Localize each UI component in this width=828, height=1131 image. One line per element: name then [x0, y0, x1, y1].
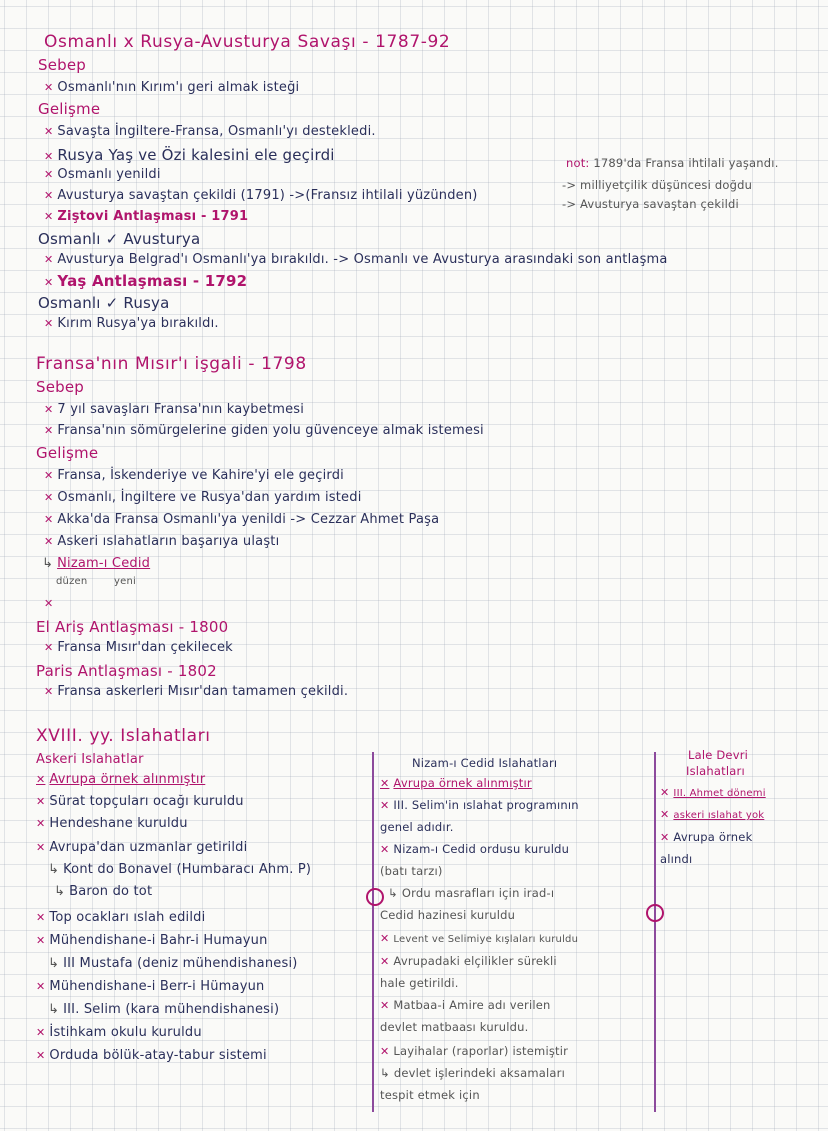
col3-heading-a: Lale Devri	[688, 748, 749, 762]
star-bullet-icon: ✕	[44, 189, 54, 202]
nizam-word-b: yeni	[114, 576, 136, 587]
section1-sebep-heading: Sebep	[38, 56, 87, 74]
hook-arrow-icon: ↳	[380, 1066, 390, 1080]
star-bullet-icon: ✕	[44, 491, 54, 504]
star-bullet-icon: ✕	[44, 81, 54, 94]
note	[566, 156, 779, 170]
star-bullet-icon: ✕	[44, 210, 54, 223]
item-text: Orduda bölük-atay-tabur sistemi	[49, 1048, 267, 1063]
list-item	[380, 1044, 568, 1058]
item-text: Rusya Yaş ve Özi kalesini ele geçirdi	[57, 146, 335, 164]
list-subitem	[48, 1002, 279, 1017]
note-item: -> milliyetçilik düşüncesi doğdu	[562, 178, 753, 192]
item-text: Akka'da Fransa Osmanlı'ya yenildi -> Cezzar Ahmet Paşa	[57, 512, 440, 527]
item-text: Kont do Bonavel (Humbaracı Ahm. P)	[63, 862, 312, 877]
star-bullet-icon: ✕	[44, 168, 54, 181]
list-item	[44, 146, 335, 164]
star-bullet-icon: ✕	[36, 911, 46, 924]
osmanli-avusturya-heading: Osmanlı ✓ Avusturya	[38, 230, 201, 248]
section1-title: Osmanlı x Rusya-Avusturya Savaşı - 1787-92	[44, 32, 451, 52]
star-bullet-icon: ✕	[44, 641, 54, 654]
star-bullet-icon: ✕	[36, 841, 46, 854]
list-item	[44, 272, 247, 290]
star-bullet-icon: ✕	[36, 773, 46, 786]
paris-heading: Paris Antlaşması - 1802	[36, 662, 217, 680]
hook-arrow-icon: ↳	[48, 956, 60, 971]
star-bullet-icon: ✕	[44, 253, 54, 266]
star-bullet-icon: ✕	[44, 535, 54, 548]
list-item	[36, 816, 188, 831]
list-subitem	[48, 862, 311, 877]
item-text: Mühendishane-i Bahr-i Humayun	[49, 933, 268, 948]
item-text: Avusturya savaştan çekildi (1791) ->(Fransız ihtilali yüzünden)	[57, 188, 478, 203]
star-bullet-icon: ✕	[36, 934, 46, 947]
item-text: III. Selim (kara mühendishanesi)	[63, 1002, 280, 1017]
star-bullet-icon: ✕	[380, 932, 390, 945]
star-bullet-icon: ✕	[380, 843, 390, 856]
list-item	[380, 932, 578, 945]
star-bullet-icon: ✕	[36, 795, 46, 808]
list-item-cont: genel adıdır.	[380, 820, 454, 834]
column-divider	[372, 752, 374, 1112]
list-item	[44, 468, 344, 483]
star-bullet-icon: ✕	[36, 1026, 46, 1039]
star-bullet-icon: ✕	[380, 955, 390, 968]
item-text: Nizam-ı Cedid ordusu kuruldu	[393, 842, 570, 856]
item-text: Hendeshane kuruldu	[49, 816, 188, 831]
note-label: not:	[566, 156, 590, 170]
section2-title: Fransa'nın Mısır'ı işgali - 1798	[36, 354, 307, 374]
list-item	[44, 167, 161, 182]
star-bullet-icon: ✕	[44, 597, 54, 610]
star-bullet-icon: ✕	[660, 808, 670, 821]
list-item	[660, 830, 752, 844]
item-text: Avusturya Belgrad'ı Osmanlı'ya bırakıldı. -> Osmanlı ve Avusturya arasındaki son antlaşma	[57, 252, 668, 267]
item-text: Layihalar (raporlar) istemiştir	[393, 1044, 569, 1058]
star-bullet-icon: ✕	[380, 777, 390, 790]
item-text: Fransa askerleri Mısır'dan tamamen çekildi.	[57, 684, 349, 699]
star-bullet-icon: ✕	[44, 317, 54, 330]
list-item	[44, 124, 376, 139]
star-bullet-icon: ✕	[36, 1049, 46, 1062]
list-item	[44, 640, 233, 655]
item-text: Top ocakları ıslah edildi	[49, 910, 206, 925]
star-bullet-icon: ✕	[44, 424, 54, 437]
item-text: Levent ve Selimiye kışlaları kuruldu	[393, 934, 579, 945]
col3-heading-b: Islahatları	[686, 764, 745, 778]
item-text: Ordu masrafları için irad-ı	[401, 886, 555, 900]
hook-arrow-icon: ↳	[48, 1002, 60, 1017]
list-item	[44, 252, 668, 267]
star-bullet-icon: ✕	[44, 403, 54, 416]
hook-arrow-icon: ↳	[42, 556, 54, 571]
star-bullet-icon: ✕	[660, 831, 670, 844]
item-text: Fransa Mısır'dan çekilecek	[57, 640, 233, 655]
list-item	[44, 490, 362, 505]
list-item-cont: Cedid hazinesi kuruldu	[380, 908, 516, 922]
list-item	[44, 423, 484, 438]
nizam-term	[42, 556, 150, 571]
item-text: Kırım Rusya'ya bırakıldı.	[57, 316, 219, 331]
list-item	[36, 1025, 202, 1040]
item-text: Avrupa örnek	[673, 830, 753, 844]
item-text: askeri ıslahat yok	[673, 810, 765, 821]
item-text: devlet işlerindeki aksamaları	[393, 1066, 565, 1080]
item-text: Askeri ıslahatların başarıya ulaştı	[57, 534, 280, 549]
item-text: Fransa, İskenderiye ve Kahire'yi ele geçirdi	[57, 468, 344, 483]
note-item: -> Avusturya savaştan çekildi	[562, 197, 739, 211]
list-item	[44, 534, 279, 549]
item-text: Matbaa-i Amire adı verilen	[393, 998, 551, 1012]
list-item	[660, 808, 764, 821]
item-text: Mühendishane-i Berr-i Hümayun	[49, 979, 265, 994]
list-item-cont: tespit etmek için	[380, 1088, 480, 1102]
star-bullet-icon: ✕	[36, 817, 46, 830]
list-item	[36, 794, 244, 809]
list-item	[44, 188, 478, 203]
star-bullet-icon: ✕	[44, 469, 54, 482]
el-aris-heading: El Ariş Antlaşması - 1800	[36, 618, 229, 636]
list-item	[380, 776, 532, 790]
list-item	[44, 512, 439, 527]
hook-arrow-icon: ↳	[48, 862, 60, 877]
item-text: Ziştovi Antlaşması - 1791	[57, 209, 249, 224]
section2-sebep-heading: Sebep	[36, 378, 85, 396]
item-text: İstihkam okulu kuruldu	[49, 1025, 202, 1040]
col2-heading: Nizam-ı Cedid Islahatları	[412, 756, 558, 770]
osmanli-rusya-heading: Osmanlı ✓ Rusya	[38, 294, 170, 312]
list-item	[36, 772, 205, 787]
col1-heading: Askeri Islahatlar	[36, 752, 144, 767]
hook-arrow-icon: ↳	[54, 884, 66, 899]
list-item-cont: hale getirildi.	[380, 976, 459, 990]
item-text: III. Selim'in ıslahat programının	[393, 798, 579, 812]
list-subitem	[48, 956, 298, 971]
star-bullet-icon: ✕	[380, 1045, 390, 1058]
item-text: Sürat topçuları ocağı kuruldu	[49, 794, 244, 809]
star-bullet-icon: ✕	[44, 685, 54, 698]
list-item	[380, 998, 551, 1012]
item-text: III Mustafa (deniz mühendishanesi)	[63, 956, 298, 971]
item-text: Baron do tot	[69, 884, 153, 899]
section1-gelisme-heading: Gelişme	[38, 100, 101, 118]
list-item-cont: devlet matbaası kuruldu.	[380, 1020, 529, 1034]
circle-marker-icon	[646, 904, 664, 922]
list-subitem	[380, 1066, 565, 1080]
list-item	[36, 933, 268, 948]
item-text: Avrupadaki elçilikler sürekli	[393, 954, 557, 968]
empty-bullet	[44, 596, 57, 611]
item-text: Fransa'nın sömürgelerine giden yolu güvenceye almak istemesi	[57, 423, 484, 438]
list-item	[660, 786, 766, 799]
star-bullet-icon: ✕	[44, 276, 54, 289]
list-item	[44, 209, 248, 224]
list-item	[44, 402, 304, 417]
item-text: Avrupa örnek alınmıştır	[393, 776, 532, 790]
nizam-word-a: düzen	[56, 576, 88, 587]
note-text: 1789'da Fransa ihtilali yaşandı.	[593, 156, 779, 170]
hook-arrow-icon: ↳	[388, 886, 398, 900]
item-text: Avrupa örnek alınmıştır	[49, 772, 206, 787]
item-text: Osmanlı, İngiltere ve Rusya'dan yardım istedi	[57, 490, 362, 505]
item-text: Osmanlı'nın Kırım'ı geri almak isteği	[57, 80, 300, 95]
list-item	[44, 316, 219, 331]
column-divider	[654, 752, 656, 1112]
list-item	[36, 910, 205, 925]
list-subitem	[54, 884, 152, 899]
list-item	[36, 979, 264, 994]
star-bullet-icon: ✕	[44, 150, 54, 163]
list-item-cont: (batı tarzı)	[380, 864, 443, 878]
item-text: 7 yıl savaşları Fransa'nın kaybetmesi	[57, 402, 305, 417]
list-item-cont: alındı	[660, 852, 693, 866]
list-item	[44, 80, 299, 95]
list-item	[44, 684, 348, 699]
item-text: III. Ahmet dönemi	[673, 788, 766, 799]
star-bullet-icon: ✕	[660, 786, 670, 799]
item-text: Savaşta İngiltere-Fransa, Osmanlı'yı destekledi.	[57, 124, 376, 139]
section3-title: XVIII. yy. Islahatları	[36, 726, 211, 746]
star-bullet-icon: ✕	[44, 125, 54, 138]
list-item	[36, 840, 247, 855]
section2-gelisme-heading: Gelişme	[36, 444, 99, 462]
item-text: Yaş Antlaşması - 1792	[57, 272, 248, 290]
star-bullet-icon: ✕	[36, 980, 46, 993]
list-item	[380, 842, 569, 856]
circle-marker-icon	[366, 888, 384, 906]
star-bullet-icon: ✕	[44, 513, 54, 526]
item-text: Osmanlı yenildi	[57, 167, 161, 182]
list-item	[380, 798, 579, 812]
list-item	[380, 954, 557, 968]
list-item	[36, 1048, 267, 1063]
nizam-text: Nizam-ı Cedid	[57, 556, 151, 571]
star-bullet-icon: ✕	[380, 799, 390, 812]
item-text: Avrupa'dan uzmanlar getirildi	[49, 840, 248, 855]
star-bullet-icon: ✕	[380, 999, 390, 1012]
list-subitem	[388, 886, 554, 900]
